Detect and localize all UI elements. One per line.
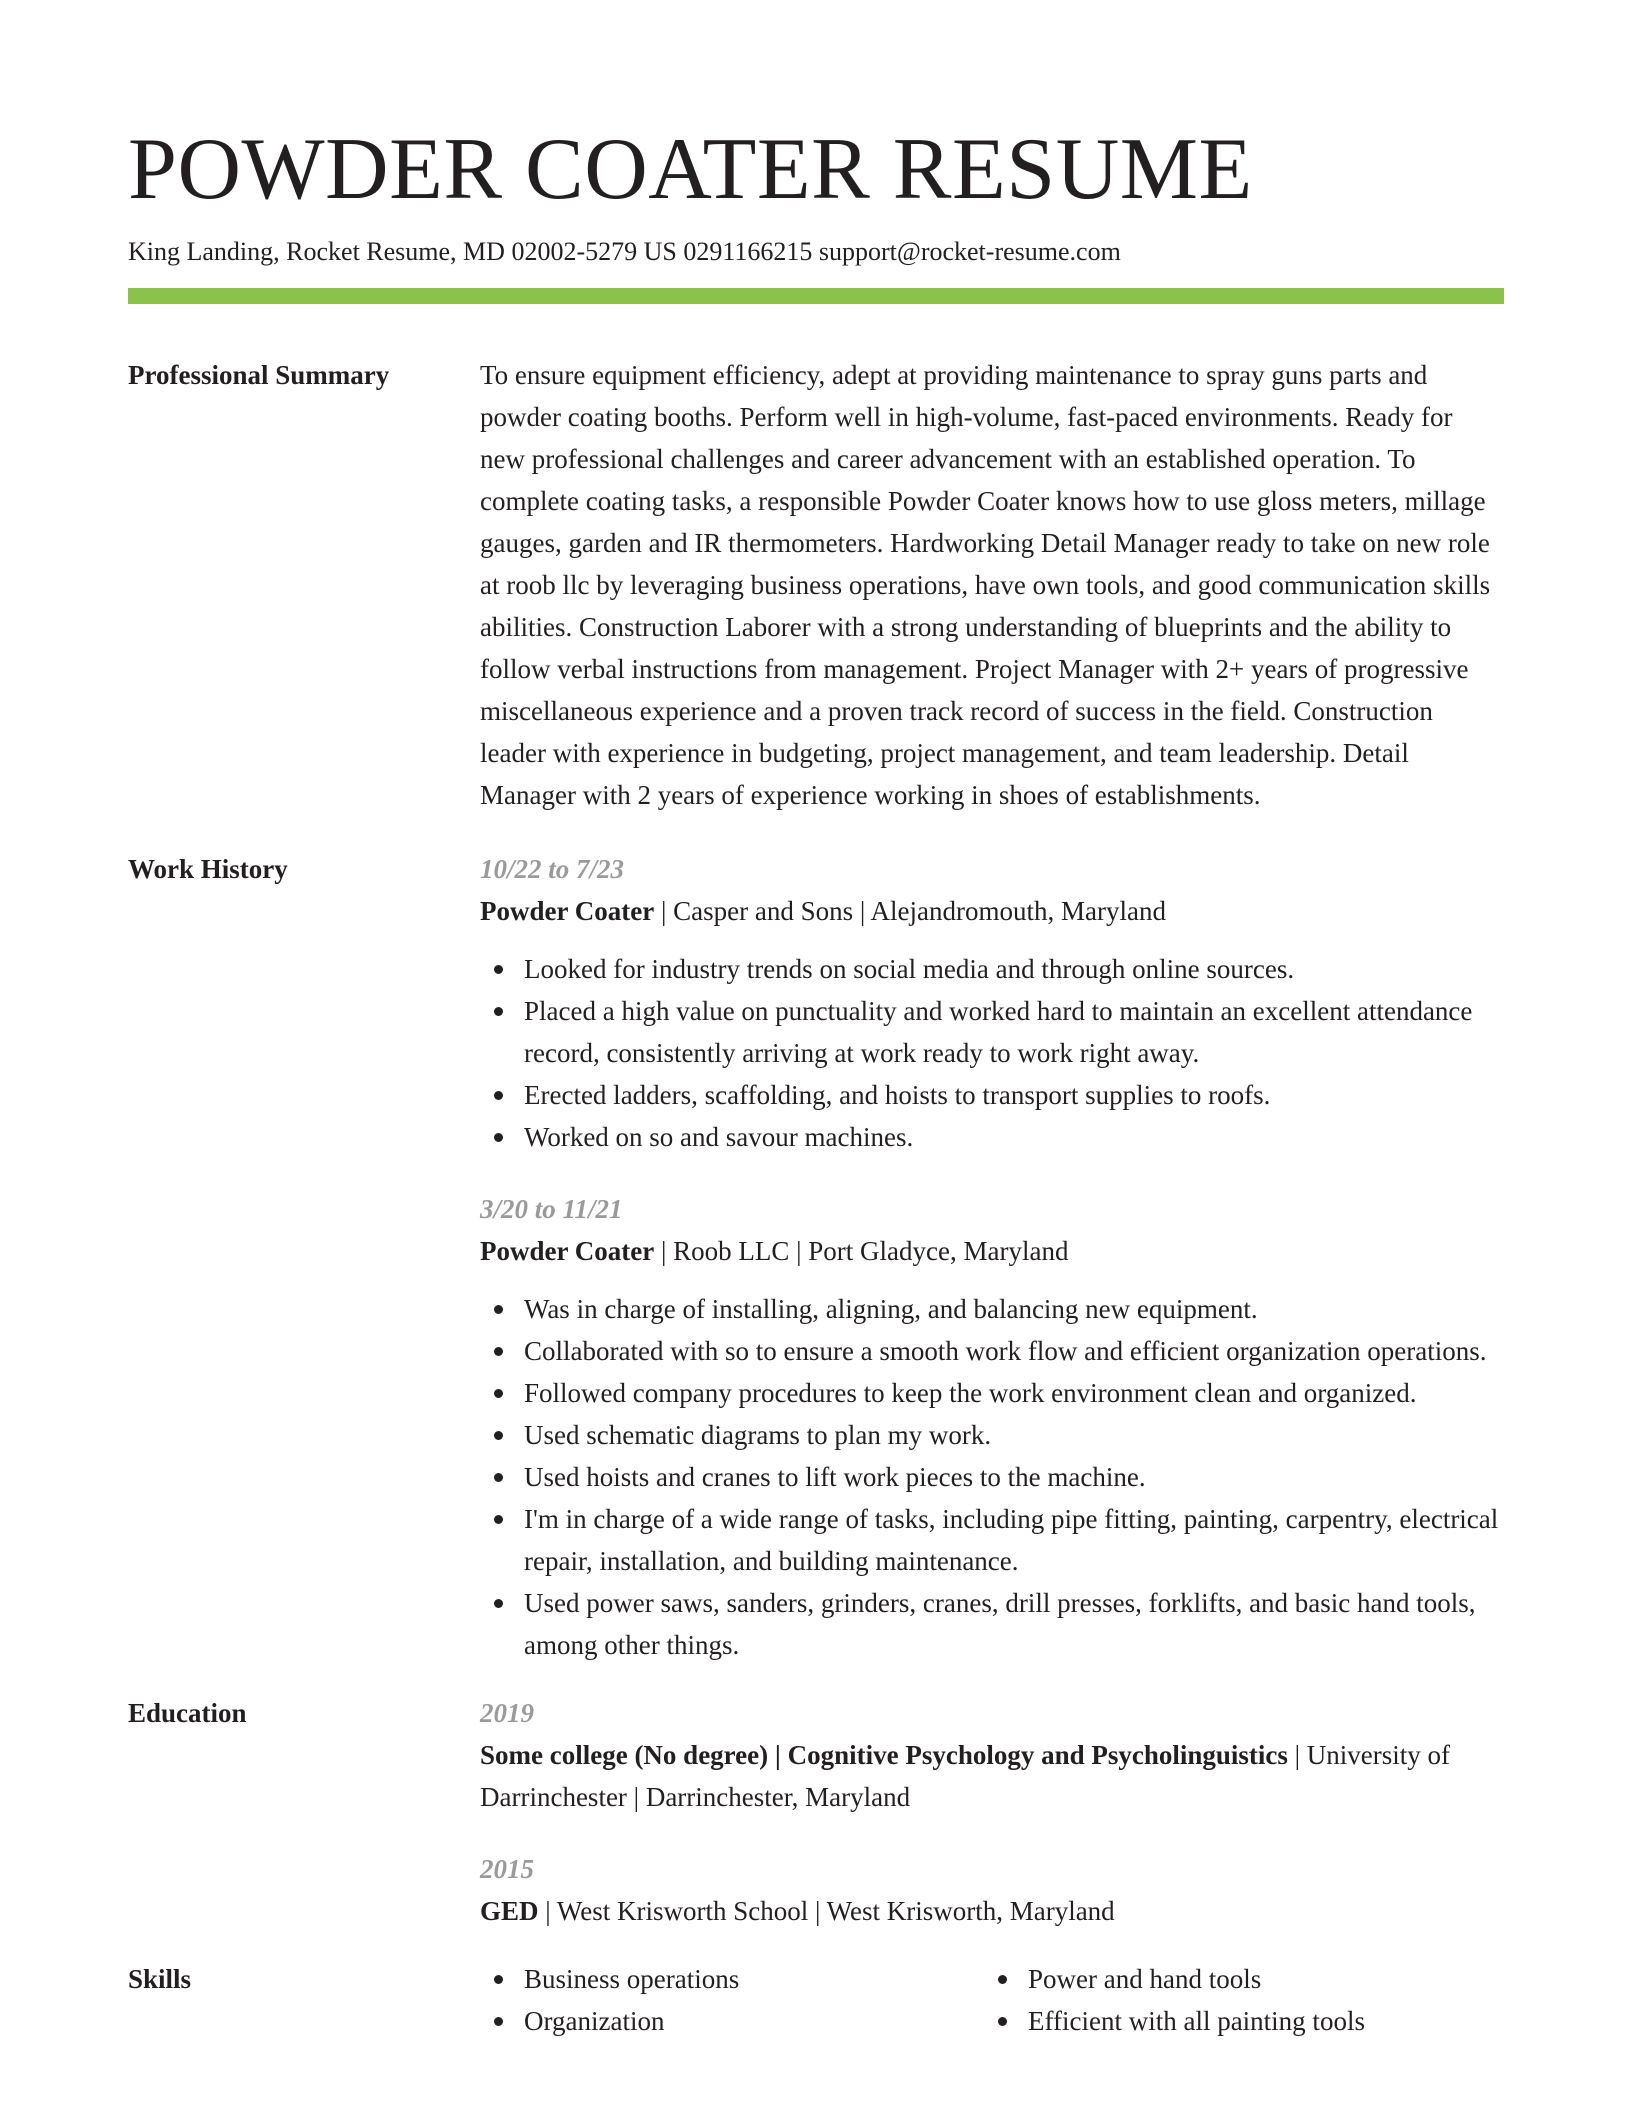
list-item: Efficient with all painting tools <box>984 2000 1488 2042</box>
list-item: Used hoists and cranes to lift work pieces to the machine. <box>480 1456 1504 1498</box>
education-entry <box>480 1692 1504 1818</box>
list-item: Followed company procedures to keep the work environment clean and organized. <box>480 1372 1504 1414</box>
summary-text: To ensure equipment efficiency, adept at providing maintenance to spray guns parts and powder coating booths. Perform well in high-volume, fast-paced environments. Ready for new professional challenges and career advancement with an established operation. To complete coating tasks, a responsible Powder Coater knows how to use gloss meters, millage gauges, garden and IR thermometers. Hardworking Detail Manager ready to take on new role at roob llc by leveraging business operations, have own tools, and good communication skills abilities. Construction Laborer with a strong understanding of blueprints and the ability to follow verbal instructions from management. Project Manager with 2+ years of progressive miscellaneous experience and a proven track record of success in the field. Construction leader with experience in budgeting, project management, and team leadership. Detail Manager with 2 years of experience working in shoes of establishments. <box>480 360 1491 810</box>
job-entry <box>480 1188 1504 1666</box>
resume-page <box>128 0 1504 2042</box>
job-employer-location: | Roob LLC | Port Gladyce, Maryland <box>654 1236 1069 1266</box>
work-history-section <box>128 848 1504 1666</box>
skills-column-right <box>984 1958 1488 2042</box>
skills-grid <box>480 1958 1504 2042</box>
summary-label: Professional Summary <box>128 360 390 390</box>
contact-info: King Landing, Rocket Resume, MD 02002-5279 US 0291166215 support@rocket-resume.com <box>128 237 1121 266</box>
list-item: Looked for industry trends on social media and through online sources. <box>480 948 1504 990</box>
list-item: Business operations <box>480 1958 984 2000</box>
job-dates: 3/20 to 11/21 <box>480 1194 623 1224</box>
education-body <box>480 1692 1504 1932</box>
work-history-body <box>480 848 1504 1666</box>
list-item: Was in charge of installing, aligning, and balancing new equipment. <box>480 1288 1504 1330</box>
job-employer-location: | Casper and Sons | Alejandromouth, Maryland <box>654 896 1166 926</box>
resume-title: POWDER COATER RESUME <box>128 121 1253 218</box>
list-item: Power and hand tools <box>984 1958 1488 2000</box>
list-item: Used schematic diagrams to plan my work. <box>480 1414 1504 1456</box>
skills-label: Skills <box>128 1964 192 1994</box>
education-section <box>128 1692 1504 1932</box>
work-history-label: Work History <box>128 854 288 884</box>
education-year: 2019 <box>480 1698 534 1728</box>
job-duties <box>480 948 1504 1158</box>
skills-column-left <box>480 1958 984 2042</box>
job-dates: 10/22 to 7/23 <box>480 854 625 884</box>
list-item: Used power saws, sanders, grinders, cranes, drill presses, forklifts, and basic hand tools, among other things. <box>480 1582 1504 1666</box>
job-entry <box>480 848 1504 1158</box>
education-label: Education <box>128 1698 247 1728</box>
list-item: Organization <box>480 2000 984 2042</box>
list-item: Placed a high value on punctuality and worked hard to maintain an excellent attendance record, consistently arriving at work ready to work right away. <box>480 990 1504 1074</box>
education-school-location: | University of Darrinchester | Darrinchester, Maryland <box>480 1740 1451 1812</box>
list-item: Erected ladders, scaffolding, and hoists to transport supplies to roofs. <box>480 1074 1504 1116</box>
job-title: Powder Coater <box>480 1236 655 1266</box>
education-degree: GED <box>480 1896 539 1926</box>
list-item: Collaborated with so to ensure a smooth work flow and efficient organization operations. <box>480 1330 1504 1372</box>
education-degree: Some college (No degree) | Cognitive Psychology and Psycholinguistics <box>480 1740 1288 1770</box>
job-duties <box>480 1288 1504 1666</box>
accent-divider <box>128 288 1504 304</box>
education-school-location: | West Krisworth School | West Krisworth, Maryland <box>538 1896 1115 1926</box>
education-entry <box>480 1848 1504 1932</box>
education-heading <box>480 1734 1504 1818</box>
job-title: Powder Coater <box>480 896 655 926</box>
job-heading <box>480 1230 1504 1272</box>
education-heading <box>480 1890 1504 1932</box>
list-item: I'm in charge of a wide range of tasks, including pipe fitting, painting, carpentry, electrical repair, installation, and building maintenance. <box>480 1498 1504 1582</box>
job-heading <box>480 890 1504 932</box>
skills-body <box>480 1958 1504 2042</box>
list-item: Worked on so and savour machines. <box>480 1116 1504 1158</box>
skills-section <box>128 1958 1504 2042</box>
summary-section <box>128 354 1504 816</box>
education-year: 2015 <box>480 1854 534 1884</box>
